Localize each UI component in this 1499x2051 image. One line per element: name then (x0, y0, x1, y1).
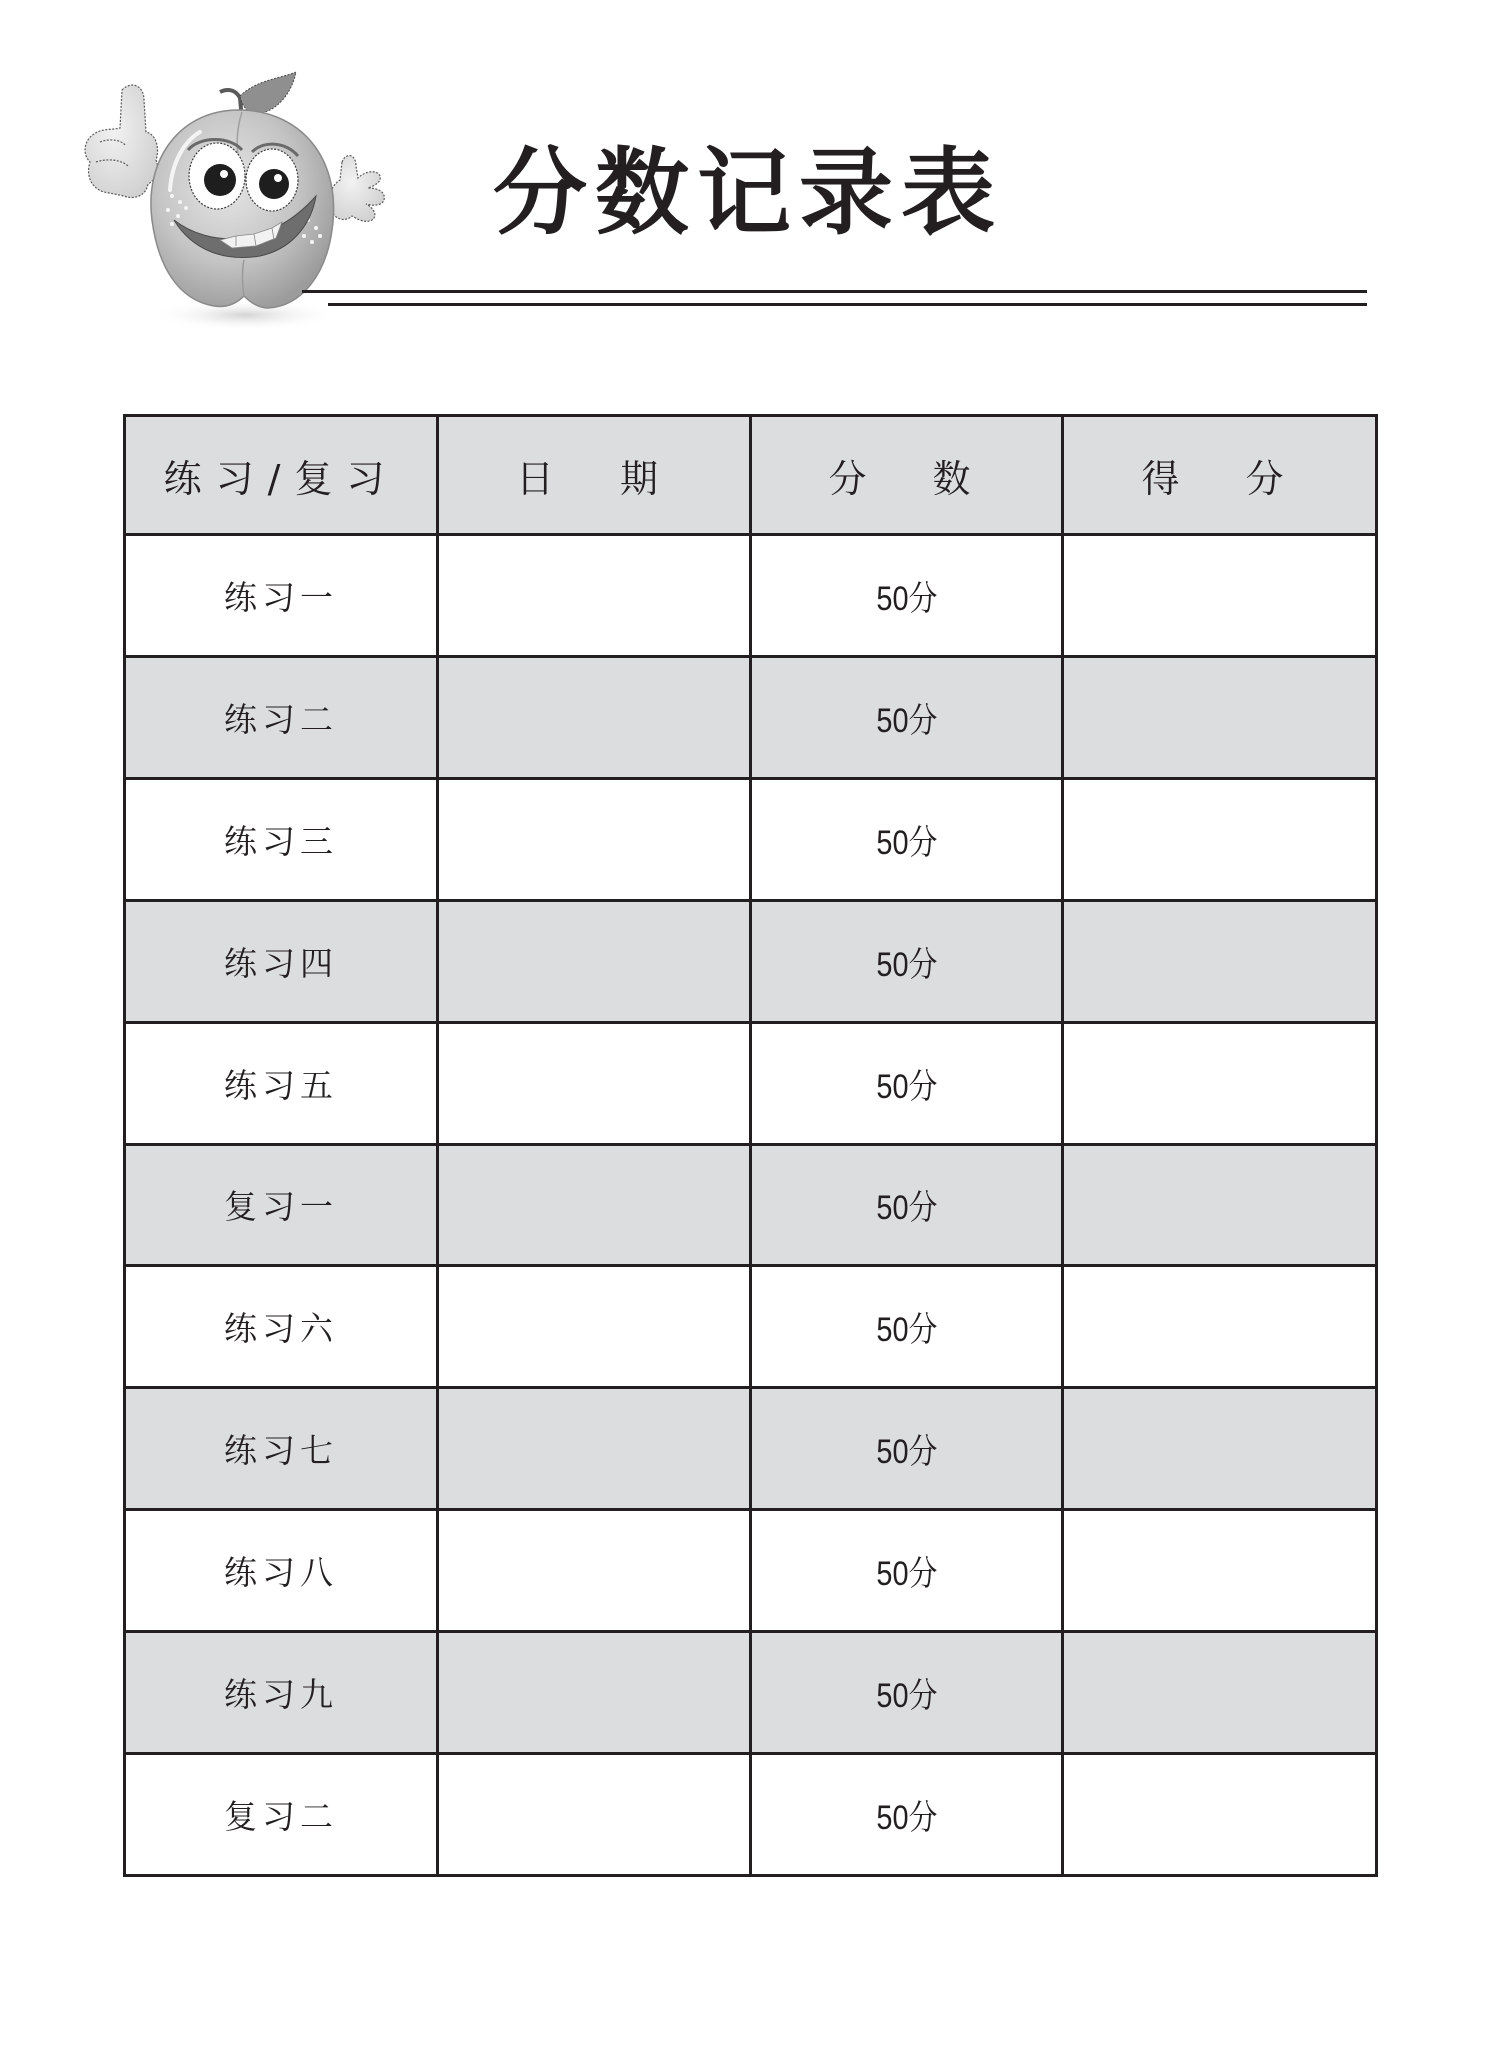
score-cell[interactable] (1063, 1266, 1377, 1388)
item-cell: 练习一 (125, 535, 438, 657)
full-score-value: 50分 (875, 823, 938, 862)
item-cell: 练习五 (125, 1022, 438, 1144)
full-score-cell (751, 1266, 1063, 1388)
table-header-row (125, 416, 1377, 535)
date-cell[interactable] (438, 656, 751, 778)
full-score-cell (751, 535, 1063, 657)
full-score-value: 50分 (875, 1067, 938, 1106)
item-cell: 练习六 (125, 1266, 438, 1388)
full-score-cell (751, 900, 1063, 1022)
header-item: 练习/复习 (125, 416, 438, 535)
table-row (125, 1510, 1377, 1632)
item-cell: 复习二 (125, 1754, 438, 1876)
date-cell[interactable] (438, 778, 751, 900)
full-score-cell (751, 1144, 1063, 1266)
item-cell: 练习九 (125, 1632, 438, 1754)
date-cell[interactable] (438, 535, 751, 657)
date-cell[interactable] (438, 1022, 751, 1144)
item-cell: 练习二 (125, 656, 438, 778)
date-cell[interactable] (438, 1388, 751, 1510)
table-row (125, 1022, 1377, 1144)
full-score-value: 50分 (875, 1555, 938, 1594)
table-row (125, 1388, 1377, 1510)
header-score: 得 分 (1063, 416, 1377, 535)
full-score-cell (751, 656, 1063, 778)
table-row (125, 535, 1377, 657)
score-cell[interactable] (1063, 656, 1377, 778)
item-cell: 练习四 (125, 900, 438, 1022)
header-full-score: 分 数 (751, 416, 1063, 535)
full-score-value: 50分 (875, 579, 938, 618)
full-score-value: 50分 (875, 1799, 938, 1838)
date-cell[interactable] (438, 1266, 751, 1388)
full-score-value: 50分 (875, 945, 938, 984)
item-cell: 练习三 (125, 778, 438, 900)
score-cell[interactable] (1063, 778, 1377, 900)
full-score-cell (751, 1754, 1063, 1876)
score-cell[interactable] (1063, 1632, 1377, 1754)
item-cell: 练习八 (125, 1510, 438, 1632)
date-cell[interactable] (438, 1510, 751, 1632)
score-cell[interactable] (1063, 1388, 1377, 1510)
table-row (125, 778, 1377, 900)
item-cell: 练习七 (125, 1388, 438, 1510)
date-cell[interactable] (438, 1144, 751, 1266)
date-cell[interactable] (438, 1754, 751, 1876)
page-title: 分数记录表 (493, 139, 1004, 248)
score-cell[interactable] (1063, 900, 1377, 1022)
full-score-value: 50分 (875, 1311, 938, 1350)
full-score-cell (751, 1632, 1063, 1754)
table-row (125, 656, 1377, 778)
title-underline-top (302, 290, 1367, 293)
score-cell[interactable] (1063, 1022, 1377, 1144)
header-date: 日 期 (438, 416, 751, 535)
full-score-value: 50分 (875, 1189, 938, 1228)
item-cell: 复习一 (125, 1144, 438, 1266)
table-row (125, 1632, 1377, 1754)
date-cell[interactable] (438, 900, 751, 1022)
mascot-illustration (60, 70, 420, 340)
full-score-cell (751, 1388, 1063, 1510)
score-cell[interactable] (1063, 535, 1377, 657)
full-score-cell (751, 778, 1063, 900)
score-cell[interactable] (1063, 1754, 1377, 1876)
score-record-table (123, 414, 1378, 1877)
title-underline-bottom (328, 303, 1367, 306)
full-score-value: 50分 (875, 701, 938, 740)
table-row (125, 1754, 1377, 1876)
smiling-apricot-thumbs-up-icon (60, 70, 420, 340)
full-score-value: 50分 (875, 1677, 938, 1716)
table-row (125, 900, 1377, 1022)
table-row (125, 1266, 1377, 1388)
score-cell[interactable] (1063, 1144, 1377, 1266)
date-cell[interactable] (438, 1632, 751, 1754)
table-row (125, 1144, 1377, 1266)
full-score-value: 50分 (875, 1433, 938, 1472)
full-score-cell (751, 1022, 1063, 1144)
score-cell[interactable] (1063, 1510, 1377, 1632)
full-score-cell (751, 1510, 1063, 1632)
